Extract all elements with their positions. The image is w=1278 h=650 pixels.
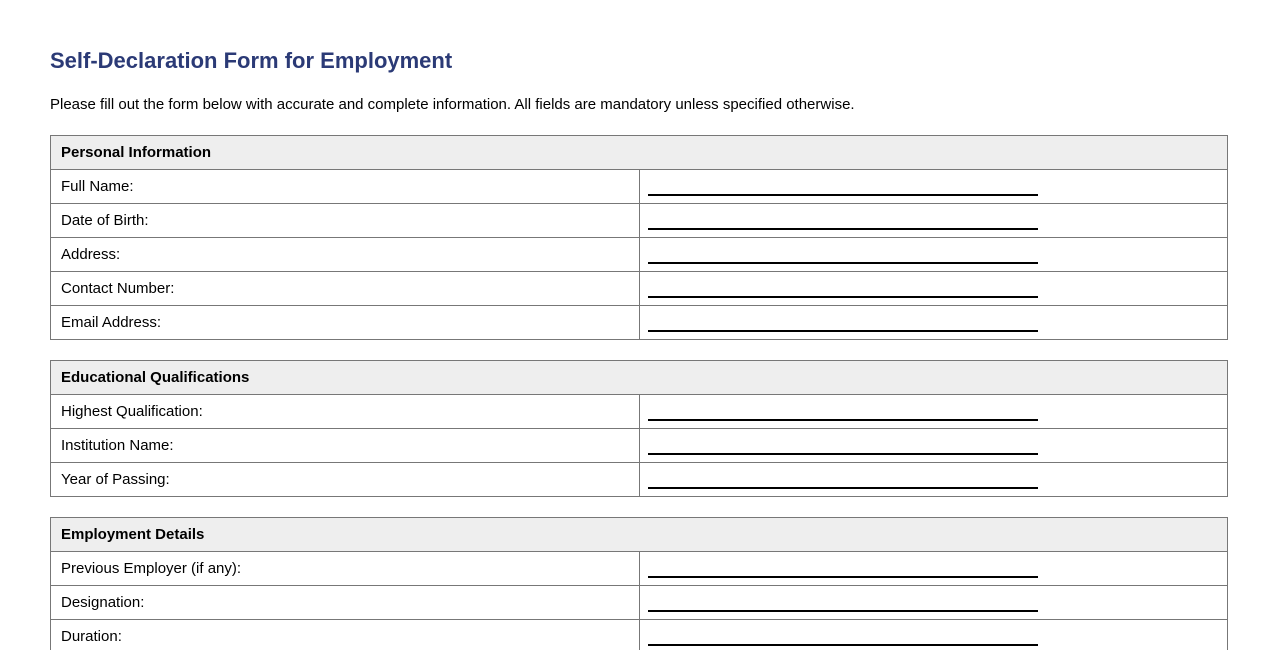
blank-line [648,620,1038,646]
field-value-full-name [639,170,1228,204]
section-header-row [51,518,1228,552]
field-label-date-of-birth: Date of Birth: [51,204,640,238]
field-label-year-of-passing: Year of Passing: [51,463,640,497]
field-label-institution-name: Institution Name: [51,429,640,463]
field-value-year-of-passing [639,463,1228,497]
field-row-email-address [51,306,1228,340]
blank-line [648,306,1038,332]
educational-qualifications-table [50,360,1228,497]
field-label-address: Address: [51,238,640,272]
section-heading-educational-qualifications: Educational Qualifications [51,361,1228,395]
section-heading-employment-details: Employment Details [51,518,1228,552]
field-label-previous-employer: Previous Employer (if any): [51,552,640,586]
blank-line [648,395,1038,421]
field-value-duration [639,620,1228,650]
employment-details-table [50,517,1228,650]
field-value-contact-number [639,272,1228,306]
field-row-full-name [51,170,1228,204]
document-page [0,49,1278,650]
blank-line [648,272,1038,298]
field-row-date-of-birth [51,204,1228,238]
field-row-duration [51,620,1228,650]
section-header-row [51,361,1228,395]
field-row-designation [51,586,1228,620]
blank-line [648,552,1038,578]
field-row-institution-name [51,429,1228,463]
blank-line [648,429,1038,455]
field-row-address [51,238,1228,272]
field-label-designation: Designation: [51,586,640,620]
field-row-year-of-passing [51,463,1228,497]
field-row-contact-number [51,272,1228,306]
blank-line [648,463,1038,489]
field-label-contact-number: Contact Number: [51,272,640,306]
intro-text: Please fill out the form below with accurate and complete information. All fields are mandatory unless specified otherwise. [50,96,855,114]
field-label-highest-qualification: Highest Qualification: [51,395,640,429]
field-value-address [639,238,1228,272]
personal-information-table [50,135,1228,340]
field-label-duration: Duration: [51,620,640,650]
blank-line [648,238,1038,264]
field-value-date-of-birth [639,204,1228,238]
field-value-email-address [639,306,1228,340]
page-title: Self-Declaration Form for Employment [50,48,453,73]
field-value-highest-qualification [639,395,1228,429]
field-row-highest-qualification [51,395,1228,429]
section-header-row [51,136,1228,170]
blank-line [648,170,1038,196]
field-label-email-address: Email Address: [51,306,640,340]
blank-line [648,586,1038,612]
section-heading-personal-information: Personal Information [51,136,1228,170]
field-label-full-name: Full Name: [51,170,640,204]
field-row-previous-employer [51,552,1228,586]
blank-line [648,204,1038,230]
field-value-institution-name [639,429,1228,463]
field-value-previous-employer [639,552,1228,586]
field-value-designation [639,586,1228,620]
